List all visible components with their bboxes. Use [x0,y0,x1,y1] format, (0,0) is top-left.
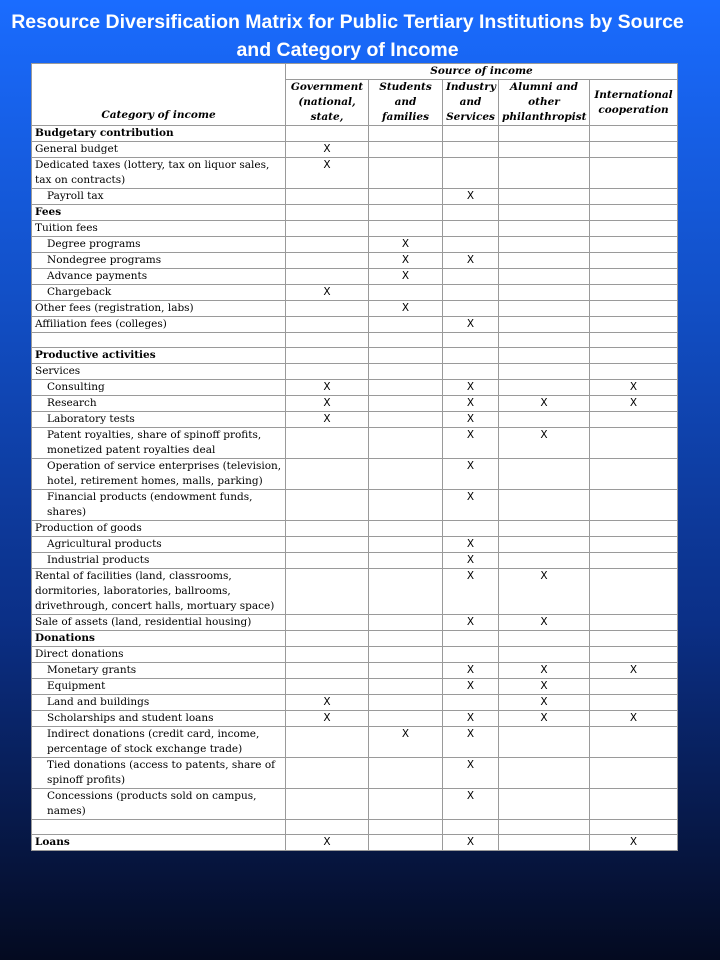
source-mark-cell [499,253,590,269]
source-mark-cell [369,679,443,695]
spacer-row [32,820,678,835]
source-mark-cell [499,301,590,317]
source-mark-cell [286,537,369,553]
source-mark-cell [590,631,678,647]
source-mark-cell [286,301,369,317]
source-mark-cell [590,221,678,237]
source-mark-cell [499,348,590,364]
source-mark-cell [590,428,678,459]
source-mark-cell [590,615,678,631]
source-mark-cell [369,537,443,553]
source-mark-cell: X [443,758,499,789]
table-row [32,189,678,205]
category-cell: Degree programs [32,237,286,253]
source-mark-cell [499,820,590,835]
source-mark-cell: X [590,396,678,412]
source-mark-cell: X [443,553,499,569]
source-mark-cell [286,189,369,205]
source-mark-cell [443,348,499,364]
source-mark-cell: X [286,412,369,428]
source-mark-cell: X [443,459,499,490]
source-mark-cell [590,269,678,285]
col-header-international: International cooperation [590,80,678,126]
source-mark-cell [499,189,590,205]
source-mark-cell [369,553,443,569]
source-mark-cell [590,189,678,205]
category-cell: Concessions (products sold on campus, names) [32,789,286,820]
source-mark-cell [443,521,499,537]
source-mark-cell: X [443,789,499,820]
source-mark-cell [499,380,590,396]
category-cell: Monetary grants [32,663,286,679]
source-mark-cell [590,142,678,158]
source-mark-cell [443,301,499,317]
source-mark-cell [286,126,369,142]
category-cell: Land and buildings [32,695,286,711]
source-mark-cell [286,758,369,789]
source-mark-cell [590,126,678,142]
source-mark-cell: X [443,189,499,205]
source-mark-cell [590,647,678,663]
source-mark-cell [286,820,369,835]
source-mark-cell: X [369,301,443,317]
source-mark-cell [369,126,443,142]
category-cell: Fees [32,205,286,221]
table-row [32,679,678,695]
table-row [32,569,678,615]
source-mark-cell [369,820,443,835]
source-mark-cell [369,569,443,615]
section-row [32,126,678,142]
source-mark-cell: X [443,835,499,851]
source-mark-cell [369,412,443,428]
table-row [32,380,678,396]
category-cell: Rental of facilities (land, classrooms, dormitories, laboratories, ballrooms, drivethrough, concert halls, mortuary space) [32,569,286,615]
section-row [32,631,678,647]
source-mark-cell [499,205,590,221]
source-mark-cell [499,364,590,380]
source-mark-cell: X [443,253,499,269]
source-mark-cell: X [286,142,369,158]
source-mark-cell [443,364,499,380]
source-mark-cell [590,237,678,253]
section-row [32,205,678,221]
source-mark-cell: X [369,253,443,269]
table-row [32,221,678,237]
source-mark-cell: X [443,412,499,428]
source-mark-cell: X [590,835,678,851]
col-header-alumni: Alumni and other philanthropist [499,80,590,126]
source-mark-cell: X [443,380,499,396]
source-mark-cell [590,205,678,221]
source-mark-cell [499,553,590,569]
source-mark-cell [443,695,499,711]
source-mark-cell [369,615,443,631]
category-cell: Patent royalties, share of spinoff profits, monetized patent royalties deal [32,428,286,459]
source-mark-cell [499,758,590,789]
table-row [32,711,678,727]
table-row [32,459,678,490]
source-mark-cell [499,490,590,521]
category-cell: Budgetary contribution [32,126,286,142]
table-row [32,158,678,189]
source-mark-cell: X [499,428,590,459]
table-row [32,553,678,569]
source-mark-cell [369,396,443,412]
source-mark-cell [499,521,590,537]
source-mark-cell [590,727,678,758]
source-mark-cell: X [369,269,443,285]
section-row [32,835,678,851]
source-mark-cell: X [499,663,590,679]
category-cell: Financial products (endowment funds, shares) [32,490,286,521]
category-cell: Research [32,396,286,412]
source-mark-cell [499,789,590,820]
source-mark-cell [443,333,499,348]
source-mark-cell: X [443,317,499,333]
table-row [32,285,678,301]
source-mark-cell [443,237,499,253]
source-mark-cell [499,537,590,553]
source-mark-cell [369,647,443,663]
table-row [32,301,678,317]
source-mark-cell [286,221,369,237]
source-mark-cell [369,459,443,490]
table-row [32,615,678,631]
source-mark-cell [286,631,369,647]
source-mark-cell [286,269,369,285]
category-cell: Affiliation fees (colleges) [32,317,286,333]
source-mark-cell [369,695,443,711]
category-cell: Scholarships and student loans [32,711,286,727]
source-mark-cell [286,647,369,663]
table-row [32,269,678,285]
source-mark-cell [499,412,590,428]
source-mark-cell: X [443,396,499,412]
source-mark-cell [369,142,443,158]
source-mark-cell [286,727,369,758]
source-mark-cell [443,820,499,835]
source-mark-cell [286,317,369,333]
source-mark-cell [590,537,678,553]
source-mark-cell [499,647,590,663]
source-mark-cell: X [443,615,499,631]
source-mark-cell [590,758,678,789]
source-mark-cell [499,835,590,851]
source-mark-cell: X [499,711,590,727]
source-mark-cell [286,663,369,679]
source-header: Source of income [286,64,678,80]
category-cell: Other fees (registration, labs) [32,301,286,317]
table-row [32,317,678,333]
source-mark-cell: X [286,695,369,711]
source-mark-cell [443,205,499,221]
source-mark-cell [286,253,369,269]
income-matrix [31,63,677,851]
category-cell: Laboratory tests [32,412,286,428]
source-mark-cell: X [443,679,499,695]
table-row [32,537,678,553]
table-row [32,142,678,158]
source-mark-cell [286,348,369,364]
source-mark-cell: X [590,711,678,727]
table-row [32,695,678,711]
source-mark-cell: X [286,380,369,396]
source-mark-cell [369,835,443,851]
source-mark-cell [443,285,499,301]
source-mark-cell [369,189,443,205]
table-row [32,647,678,663]
source-mark-cell [590,490,678,521]
source-mark-cell [499,126,590,142]
source-mark-cell: X [590,663,678,679]
source-mark-cell [286,521,369,537]
category-cell: Loans [32,835,286,851]
source-mark-cell [369,333,443,348]
source-mark-cell: X [499,679,590,695]
source-mark-cell [443,221,499,237]
category-cell: Industrial products [32,553,286,569]
col-header-industry: Industry and Services [443,80,499,126]
source-mark-cell [443,158,499,189]
source-mark-cell [499,158,590,189]
category-cell [32,820,286,835]
source-mark-cell [369,158,443,189]
source-mark-cell: X [443,711,499,727]
source-mark-cell [369,428,443,459]
category-cell: Tied donations (access to patents, share of spinoff profits) [32,758,286,789]
source-mark-cell [590,285,678,301]
source-mark-cell: X [286,158,369,189]
category-cell: Donations [32,631,286,647]
category-cell [32,333,286,348]
table-row [32,428,678,459]
table-row [32,237,678,253]
source-mark-cell: X [499,695,590,711]
source-mark-cell [590,253,678,269]
col-header-government: Government (national, state, [286,80,369,126]
source-mark-cell [286,553,369,569]
source-mark-cell [369,221,443,237]
source-mark-cell [590,679,678,695]
category-cell: Nondegree programs [32,253,286,269]
header-row-source [32,64,678,80]
source-mark-cell: X [590,380,678,396]
source-mark-cell [286,205,369,221]
matrix-table [31,63,678,851]
source-mark-cell [369,348,443,364]
source-mark-cell [286,679,369,695]
source-mark-cell [499,269,590,285]
source-mark-cell: X [369,237,443,253]
category-cell: Advance payments [32,269,286,285]
source-mark-cell: X [369,727,443,758]
table-row [32,364,678,380]
source-mark-cell: X [443,663,499,679]
source-mark-cell [286,364,369,380]
source-mark-cell [590,789,678,820]
source-mark-cell [369,317,443,333]
source-mark-cell [369,205,443,221]
source-mark-cell [590,695,678,711]
category-cell: Services [32,364,286,380]
category-cell: Productive activities [32,348,286,364]
source-mark-cell: X [286,711,369,727]
slide-footer-band [0,926,720,960]
source-mark-cell [590,301,678,317]
category-header: Category of income [32,64,286,126]
source-mark-cell [369,711,443,727]
source-mark-cell [286,333,369,348]
source-mark-cell [499,142,590,158]
source-mark-cell [590,569,678,615]
source-mark-cell: X [443,428,499,459]
source-mark-cell [499,317,590,333]
source-mark-cell [369,364,443,380]
source-mark-cell [369,521,443,537]
source-mark-cell [443,269,499,285]
source-mark-cell: X [443,537,499,553]
table-row [32,253,678,269]
section-row [32,348,678,364]
source-mark-cell [590,521,678,537]
category-cell: Payroll tax [32,189,286,205]
source-mark-cell [499,285,590,301]
category-cell: General budget [32,142,286,158]
category-cell: Equipment [32,679,286,695]
category-cell: Operation of service enterprises (television, hotel, retirement homes, malls, parking) [32,459,286,490]
source-mark-cell [369,380,443,396]
category-cell: Dedicated taxes (lottery, tax on liquor sales, tax on contracts) [32,158,286,189]
source-mark-cell [369,285,443,301]
category-cell: Production of goods [32,521,286,537]
source-mark-cell [286,615,369,631]
table-row [32,412,678,428]
category-cell: Agricultural products [32,537,286,553]
table-row [32,521,678,537]
source-mark-cell [369,789,443,820]
source-mark-cell [286,237,369,253]
spacer-row [32,333,678,348]
source-mark-cell: X [499,615,590,631]
source-mark-cell [499,631,590,647]
table-row [32,663,678,679]
source-mark-cell [499,727,590,758]
source-mark-cell [590,364,678,380]
source-mark-cell [590,317,678,333]
source-mark-cell: X [443,569,499,615]
category-cell: Indirect donations (credit card, income, percentage of stock exchange trade) [32,727,286,758]
category-cell: Sale of assets (land, residential housing) [32,615,286,631]
source-mark-cell: X [286,396,369,412]
source-mark-cell: X [499,569,590,615]
source-mark-cell [286,459,369,490]
source-mark-cell [286,789,369,820]
source-mark-cell [590,348,678,364]
col-header-students: Students and families [369,80,443,126]
source-mark-cell [286,428,369,459]
source-mark-cell: X [286,835,369,851]
source-mark-cell [286,490,369,521]
table-row [32,789,678,820]
category-cell: Consulting [32,380,286,396]
source-mark-cell: X [443,490,499,521]
source-mark-cell [443,126,499,142]
source-mark-cell [590,333,678,348]
table-row [32,490,678,521]
source-mark-cell [443,647,499,663]
source-mark-cell [590,412,678,428]
source-mark-cell [499,221,590,237]
source-mark-cell [499,333,590,348]
matrix-body [32,126,678,851]
source-mark-cell [499,459,590,490]
source-mark-cell [443,142,499,158]
category-cell: Direct donations [32,647,286,663]
table-row [32,727,678,758]
category-cell: Tuition fees [32,221,286,237]
source-mark-cell [443,631,499,647]
source-mark-cell [369,758,443,789]
source-mark-cell: X [499,396,590,412]
source-mark-cell [286,569,369,615]
source-mark-cell [369,490,443,521]
source-mark-cell [499,237,590,253]
table-row [32,396,678,412]
source-mark-cell [590,158,678,189]
source-mark-cell [590,459,678,490]
source-mark-cell [590,553,678,569]
source-mark-cell [369,663,443,679]
slide-title: Resource Diversification Matrix for Public Tertiary Institutions by Source and Category of Income [11,11,684,61]
source-mark-cell: X [286,285,369,301]
table-row [32,758,678,789]
source-mark-cell [590,820,678,835]
source-mark-cell [369,631,443,647]
category-cell: Chargeback [32,285,286,301]
source-mark-cell: X [443,727,499,758]
